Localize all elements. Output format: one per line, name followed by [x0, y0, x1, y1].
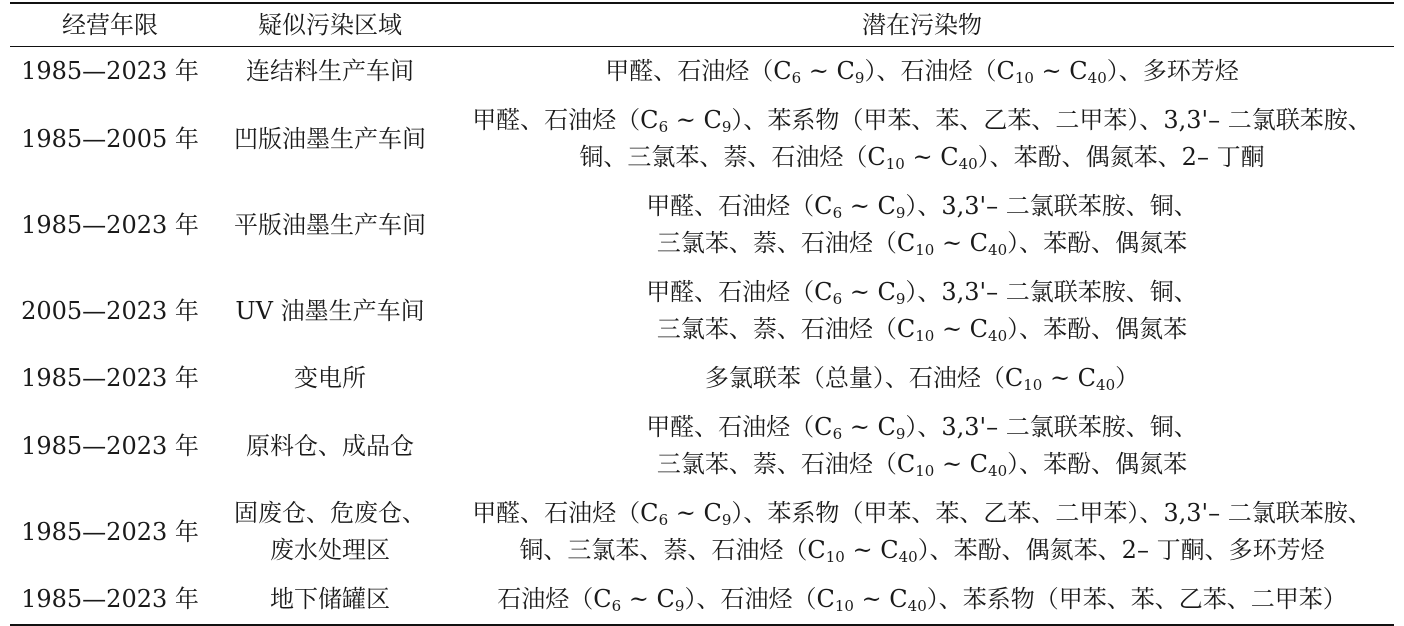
- cell-area: [210, 96, 450, 182]
- area-line: 固废仓、危废仓、: [234, 499, 426, 527]
- table-row: [10, 182, 1394, 268]
- area-line: 地下储罐区: [270, 585, 390, 613]
- header-years: 经营年限: [62, 10, 158, 39]
- cell-pollutants: [450, 268, 1394, 354]
- cell-area: [210, 182, 450, 268]
- cell-area: [210, 489, 450, 575]
- area-line: 变电所: [294, 364, 366, 392]
- cell-years: 1985—2023 年: [21, 57, 199, 85]
- pollutant-line: 甲醛、石油烃（$C_6$ ~ $C_9$）、3,3'– 二氯联苯胺、铜、: [646, 278, 1198, 308]
- pollutant-line: 石油烃（$C_6$ ~ $C_9$）、石油烃（$C_{10}$ ~ $C_{40}$）、苯系物（甲苯、苯、乙苯、二甲苯）: [497, 585, 1347, 615]
- cell-years: 1985—2023 年: [21, 431, 199, 460]
- header-pollutants: 潜在污染物: [862, 10, 982, 39]
- cell-pollutants: [450, 403, 1394, 489]
- cell-pollutants: [450, 47, 1394, 97]
- cell-pollutants: [450, 96, 1394, 182]
- pollutant-line: 铜、三氯苯、萘、石油烃（$C_{10}$ ~ $C_{40}$）、苯酚、偶氮苯、2– 丁酮、多环芳烃: [519, 536, 1325, 566]
- pollutant-line: 三氯苯、萘、石油烃（$C_{10}$ ~ $C_{40}$）、苯酚、偶氮苯: [656, 315, 1188, 345]
- table-row: [10, 575, 1394, 625]
- pollutant-line: 多氯联苯（总量）、石油烃（$C_{10}$ ~ $C_{40}$）: [704, 364, 1140, 394]
- pollutant-line: 铜、三氯苯、萘、石油烃（$C_{10}$ ~ $C_{40}$）、苯酚、偶氮苯、2– 丁酮: [579, 143, 1265, 173]
- pollutant-line: 甲醛、石油烃（$C_6$ ~ $C_9$）、苯系物（甲苯、苯、乙苯、二甲苯）、3,3'– 二氯联苯胺、: [472, 106, 1372, 136]
- area-line: 平版油墨生产车间: [234, 210, 426, 239]
- cell-pollutants: [450, 489, 1394, 575]
- table-row: [10, 268, 1394, 354]
- cell-pollutants: [450, 354, 1394, 403]
- cell-years: 1985—2023 年: [21, 210, 199, 239]
- pollutant-line: 甲醛、石油烃（$C_6$ ~ $C_9$）、石油烃（$C_{10}$ ~ $C_{40}$）、多环芳烃: [605, 57, 1239, 87]
- table-row: [10, 96, 1394, 182]
- table-header: [10, 3, 1394, 47]
- pollutant-line: 三氯苯、萘、石油烃（$C_{10}$ ~ $C_{40}$）、苯酚、偶氮苯: [656, 450, 1188, 480]
- area-line: 连结料生产车间: [246, 57, 414, 85]
- table-row: [10, 489, 1394, 575]
- table-row: [10, 354, 1394, 403]
- pollutant-line: 甲醛、石油烃（$C_6$ ~ $C_9$）、苯系物（甲苯、苯、乙苯、二甲苯）、3,3'– 二氯联苯胺、: [472, 499, 1372, 529]
- cell-pollutants: [450, 575, 1394, 625]
- cell-years: 2005—2023 年: [21, 296, 199, 325]
- header-area: 疑似污染区域: [258, 10, 402, 39]
- area-line: 凹版油墨生产车间: [234, 124, 426, 153]
- cell-years: 1985—2023 年: [21, 517, 199, 546]
- cell-years: 1985—2005 年: [21, 124, 199, 153]
- area-line: UV 油墨生产车间: [235, 296, 425, 325]
- header-row: [10, 3, 1394, 47]
- cell-area: [210, 575, 450, 625]
- area-line: 原料仓、成品仓: [246, 431, 414, 460]
- cell-years: 1985—2023 年: [21, 364, 199, 392]
- cell-years: 1985—2023 年: [21, 585, 199, 613]
- area-line: 废水处理区: [270, 536, 390, 564]
- cell-area: [210, 268, 450, 354]
- cell-area: [210, 403, 450, 489]
- pollutant-line: 甲醛、石油烃（$C_6$ ~ $C_9$）、3,3'– 二氯联苯胺、铜、: [646, 192, 1198, 222]
- pollutant-line: 三氯苯、萘、石油烃（$C_{10}$ ~ $C_{40}$）、苯酚、偶氮苯: [656, 229, 1188, 259]
- cell-area: [210, 354, 450, 403]
- pollutant-table: [10, 2, 1394, 626]
- pollutant-line: 甲醛、石油烃（$C_6$ ~ $C_9$）、3,3'– 二氯联苯胺、铜、: [646, 413, 1198, 443]
- table-body: [10, 47, 1394, 626]
- table-row: [10, 403, 1394, 489]
- cell-pollutants: [450, 182, 1394, 268]
- table-row: [10, 47, 1394, 97]
- cell-area: [210, 47, 450, 97]
